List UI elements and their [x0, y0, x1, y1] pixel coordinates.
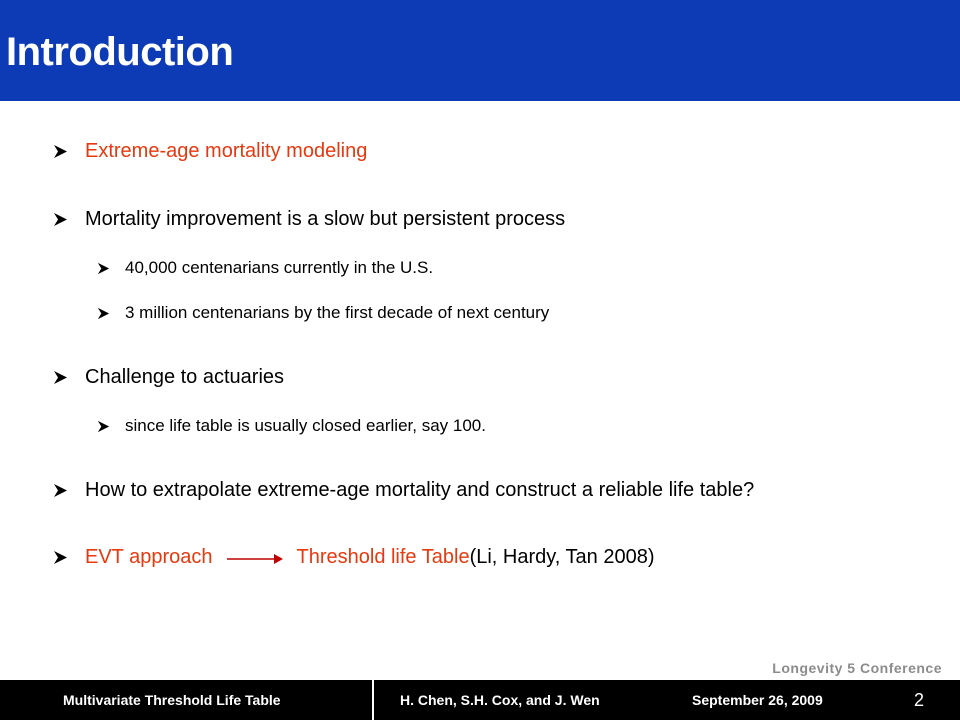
page-number: 2	[913, 690, 924, 710]
subbullet-life-table-closed	[97, 416, 486, 436]
bullet-extrapolate	[53, 479, 754, 502]
bullet-text: 40,000 centenarians currently in the U.S.	[125, 258, 434, 277]
bullet-mortality-improvement	[53, 208, 565, 231]
arrowhead-bullet-icon	[53, 483, 68, 498]
conference-label: Longevity 5 Conference	[772, 660, 942, 676]
footer-bar	[0, 680, 960, 720]
bullet-extreme-age	[53, 140, 367, 163]
bullet-challenge	[53, 366, 284, 389]
footer-divider	[372, 680, 374, 720]
arrowhead-bullet-icon	[97, 307, 110, 320]
footer-authors: H. Chen, S.H. Cox, and J. Wen	[400, 692, 600, 708]
right-arrow-icon	[227, 549, 287, 569]
arrowhead-bullet-icon	[53, 550, 68, 565]
bullet-text: Extreme-age mortality modeling	[85, 140, 368, 162]
arrowhead-bullet-icon	[53, 144, 68, 159]
subbullet-centenarians-future	[97, 303, 549, 323]
footer-date: September 26, 2009	[692, 692, 823, 708]
bullet-text: 3 million centenarians by the first decade of next century	[125, 303, 550, 322]
bullet-text: Mortality improvement is a slow but persistent process	[85, 208, 566, 230]
evt-approach-label: EVT approach	[85, 546, 213, 568]
arrowhead-bullet-icon	[53, 212, 68, 227]
page-title: Introduction	[6, 30, 234, 74]
footer-title: Multivariate Threshold Life Table	[63, 692, 281, 708]
bullet-evt-approach	[53, 546, 655, 569]
bullet-text: Challenge to actuaries	[85, 366, 285, 388]
arrowhead-bullet-icon	[53, 370, 68, 385]
subbullet-centenarians-us	[97, 258, 433, 278]
evt-citation: (Li, Hardy, Tan 2008)	[469, 546, 655, 568]
bullet-text: How to extrapolate extreme-age mortality and construct a reliable life table?	[85, 479, 755, 501]
threshold-life-table-label: Threshold life Table	[296, 546, 470, 568]
arrowhead-bullet-icon	[97, 262, 110, 275]
title-bar	[0, 0, 960, 101]
bullet-text: since life table is usually closed earlier, say 100.	[125, 416, 486, 435]
arrowhead-bullet-icon	[97, 420, 110, 433]
